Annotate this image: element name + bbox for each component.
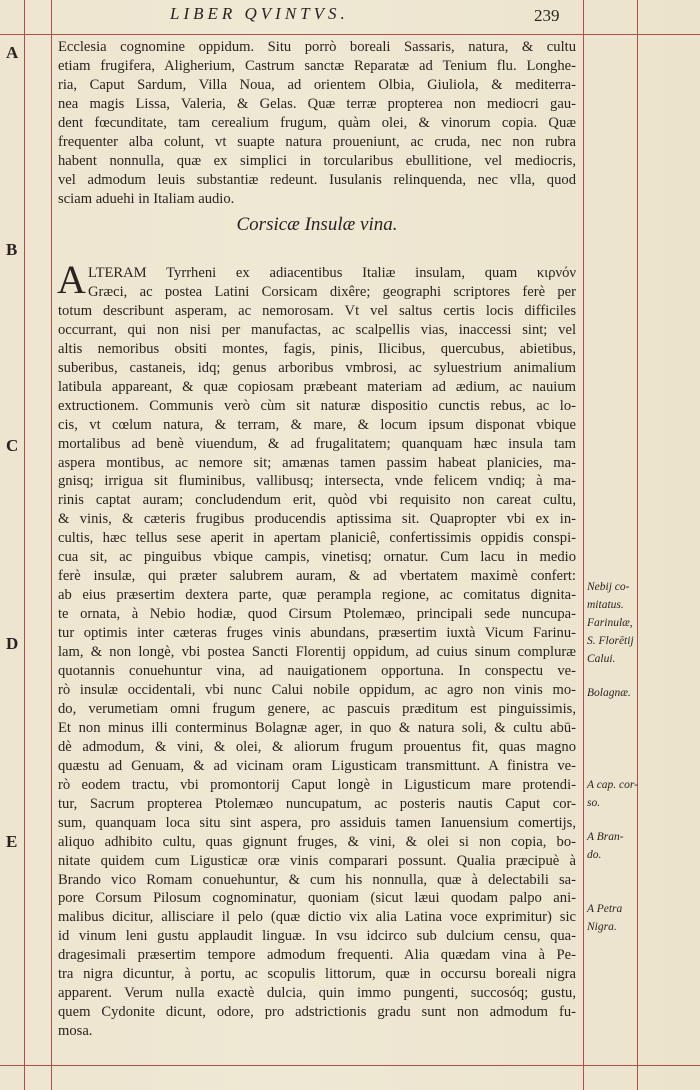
text-line: cua sit, ac pinguibus vbique campis, vinetisq; ornatur. Cum lacu in medio xyxy=(58,549,576,566)
text-line: Brando vico Romam conuehuntur, & cum his nonnulla, quæ à delectabili sa- xyxy=(58,871,576,888)
text-line: totum describunt asperam, ac nemorosam. Vt vel saltus certis locis difficiles xyxy=(58,302,576,319)
text-line: aspera montibus, ac nemore sit; amænas tamen passim habeat planicies, ma- xyxy=(58,454,576,471)
side-note-line: do. xyxy=(587,849,602,861)
text-line: quotannis conuehuntur vina, ad nauigationem opportuna. In conspectu ve- xyxy=(58,663,576,680)
text-line: do, verumetiam omni frugum genere, ac pascuis præditum est pinguissimis, xyxy=(58,700,576,717)
text-line: ferè insulæ, qui præter salubrem auram, & ad vbertatem maximè confert: xyxy=(58,568,576,585)
side-note-line: Calui. xyxy=(587,653,616,665)
text-line: rò eodem tractu, vbi promontorij Caput longè in Ligusticum mare protendi- xyxy=(58,776,576,793)
text-line: Et non minus illi conterminus Bolagnæ ager, in quo & natura soli, & cultu abū- xyxy=(58,719,576,736)
text-line: suberibus, castaneis, idq; genus arboribus vmbrosi, ac syluestrium animalium xyxy=(58,359,576,376)
frame-rule-left xyxy=(24,0,25,1090)
text-line: quæstu ad Genuam, & ad vicinam oram Ligusticam transmittunt. A finistra ve- xyxy=(58,757,576,774)
text-line: ria, Caput Sardum, Villa Noua, ad orientem Olbia, Giuliola, & mediterra- xyxy=(58,76,576,93)
side-note-florentij xyxy=(587,632,641,650)
text-line: nea magis Lissa, Valeria, & Gelas. Quæ terræ propterea non mediocri gau- xyxy=(58,95,576,112)
text-line: LTERAM Tyrrheni ex adiacentibus Italiæ insulam, quam κιρνόν xyxy=(88,265,576,281)
text-line: lam, & non longè, vbi postea Sancti Florentij oppidum, ad cuius sinum compluræ xyxy=(58,644,576,661)
drop-cap: A xyxy=(57,257,86,302)
paragraph-corsica xyxy=(58,264,576,1041)
text-line: sum, quanquam loca situ sint aspera, pro assiduis tamen Ianuensium comertijs, xyxy=(58,814,576,831)
side-note-line: mitatus. xyxy=(587,599,624,611)
text-line: Græci, ac postea Latini Corsicam dixêre; geographi scriptores ferè per xyxy=(88,283,576,300)
text-line: malibus dicitur, allisciare il pelo (quæ dictio vix alia Latina voce exprimitur) sic xyxy=(58,909,576,926)
margin-letter-a: A xyxy=(6,43,19,62)
frame-rule-bottom xyxy=(0,1065,700,1066)
side-note-line: Farinulæ, xyxy=(587,617,633,629)
text-line: dent fœcunditate, tam cerealium frugum, quàm olei, & vinorum copia. Quæ xyxy=(58,114,576,131)
text-line: dragesimali præsertim tempore admodum frequenti. Alia quædam vina à Pe- xyxy=(58,947,576,964)
text-line: vel admodum leuis substantiæ redeunt. Iusulanis relinquenda, nec vlla, quod xyxy=(58,171,576,188)
text-line: gnisq; irrigua sit fluminibus, vallibusq; intersecta, vnde felicem vndiq; à ma- xyxy=(58,473,576,490)
text-line: rinis captat auram; concludendum erit, quòd vbi requisito non careat cultu, xyxy=(58,492,576,509)
text-line: tur optimis inter cæteras fruges vinis abundans, præsertim iuxtà Vicum Farinu- xyxy=(58,625,576,642)
side-note-petra-nigra xyxy=(587,900,641,936)
side-note-line: A Petra xyxy=(587,903,623,915)
text-line: rò insulæ occidentali, vbi nunc Calui nobile oppidum, ac agro non vinis mo- xyxy=(58,681,576,698)
text-line: Ecclesia cognomine oppidum. Situ porrò boreali Sassaris, natura, & cultu xyxy=(58,39,576,55)
text-line: habent nonnulla, quæ ex simplici in torcularibus ebullitione, vel mediocris, xyxy=(58,152,576,169)
text-line: & vinis, & cæteris frugibus producendis aptissima sit. Quapropter vbi ex in- xyxy=(58,511,576,528)
text-line: altis nemoribus obsiti montes, fagis, pinis, Ilicibus, quercubus, abietibus, xyxy=(58,340,576,357)
page-number: 239 xyxy=(534,6,560,25)
margin-letter-d: D xyxy=(6,634,19,653)
text-line: tra nigra dicuntur, à portu, ac scopulis littorum, quæ in occursu boreali nigra xyxy=(58,966,576,983)
paragraph-sardinia xyxy=(58,38,576,209)
text-line: quem Cydonite dicunt, odore, pro adstrictionis gradu sunt non admodum fu- xyxy=(58,1004,576,1021)
text-line: extructionem. Communis verò cùm sit naturæ dispositio cunctis rebus, ac lo- xyxy=(58,397,576,414)
side-note-line: Nigra. xyxy=(587,921,617,933)
margin-letter-e: E xyxy=(6,832,18,851)
frame-rule-inner-left xyxy=(51,0,52,1090)
text-line: aliquo adhibito cultu, quas gignunt fruges, & vini, & olei si non copia, bo- xyxy=(58,833,576,850)
text-line: id vinum leni gustu applaudit linguæ. In vsu idcirco sub dulcium censu, qua- xyxy=(58,928,576,945)
margin-letter-b: B xyxy=(6,240,18,259)
side-note-calui xyxy=(587,650,641,668)
text-line: latibula appareant, & quæ copiosam præbeant materiam ad ædium, ac nauium xyxy=(58,378,576,395)
text-line: sciam aduehi in Italiam audio. xyxy=(58,190,235,207)
side-note-line: A Bran- xyxy=(587,831,624,843)
text-line: cis, vt cœlum natura, & terram, & mare, & locum ipsum disponat vbique xyxy=(58,416,576,433)
text-line: mosa. xyxy=(58,1023,93,1040)
text-line: mortalibus ad benè viuendum, & ad frugalitatem; quanquam hæc insula tam xyxy=(58,435,576,452)
side-note-brando xyxy=(587,828,641,864)
text-line: cultis, hæc tellus sese aperit in apertam planiciê, confertissimis oppidis conspi- xyxy=(58,530,576,547)
text-line: occurrant, qui non nisi per manufactas, ac scalpellis vias, inaccessi sint; vel xyxy=(58,321,576,338)
side-note-bolagna xyxy=(587,684,641,702)
side-note-line: Nebij co- xyxy=(587,581,630,593)
side-note-nebio xyxy=(587,578,641,614)
text-line: pore Corsum Pilosum cognominatur, quoniam (sicut læui quodam palpo ani- xyxy=(58,890,576,907)
side-note-line: A cap. cor- xyxy=(587,779,638,791)
text-line: te ornata, à Nebio hodiæ, quod Cirsum Ptolemæo, principali sede nuncupa- xyxy=(58,606,576,623)
text-line: frequenter alba colunt, vt suapte natura proueniunt, ac cruda, nec non rubra xyxy=(58,133,576,150)
frame-rule-inner-right xyxy=(583,0,584,1090)
running-title: LIBER QVINTVS. xyxy=(170,4,349,23)
section-heading: Corsicæ Insulæ vina. xyxy=(236,214,398,235)
text-line: ab eius præsertim dextera parte, quæ perampla regione, ac comitatus dignita- xyxy=(58,587,576,604)
side-note-line: so. xyxy=(587,797,601,809)
side-note-farinula xyxy=(587,614,641,632)
text-line: dè admodum, & vini, & olei, & aliorum frugum prouentus fit, quas magno xyxy=(58,738,576,755)
text-line: nitate quidem cum Ligusticæ oræ vinis comparari possunt. Qualia præcipuè à xyxy=(58,852,576,869)
side-note-line: S. Florētij xyxy=(587,635,634,647)
frame-rule-top xyxy=(0,34,700,35)
side-note-caput-corsum xyxy=(587,776,641,812)
side-note-line: Bolagnæ. xyxy=(587,687,631,699)
text-line: apparent. Verum nulla exactè dulcia, quin immo pungenti, succosóq; gustu, xyxy=(58,985,576,1002)
margin-letter-c: C xyxy=(6,436,19,455)
text-line: tur, Sacrum propterea Ptolemæo nuncupatum, ac posteris nautis Caput cor- xyxy=(58,795,576,812)
text-line: etiam frugifera, Aligherium, Castrum sanctæ Reparatæ ad Tenium flu. Longhe- xyxy=(58,57,576,74)
